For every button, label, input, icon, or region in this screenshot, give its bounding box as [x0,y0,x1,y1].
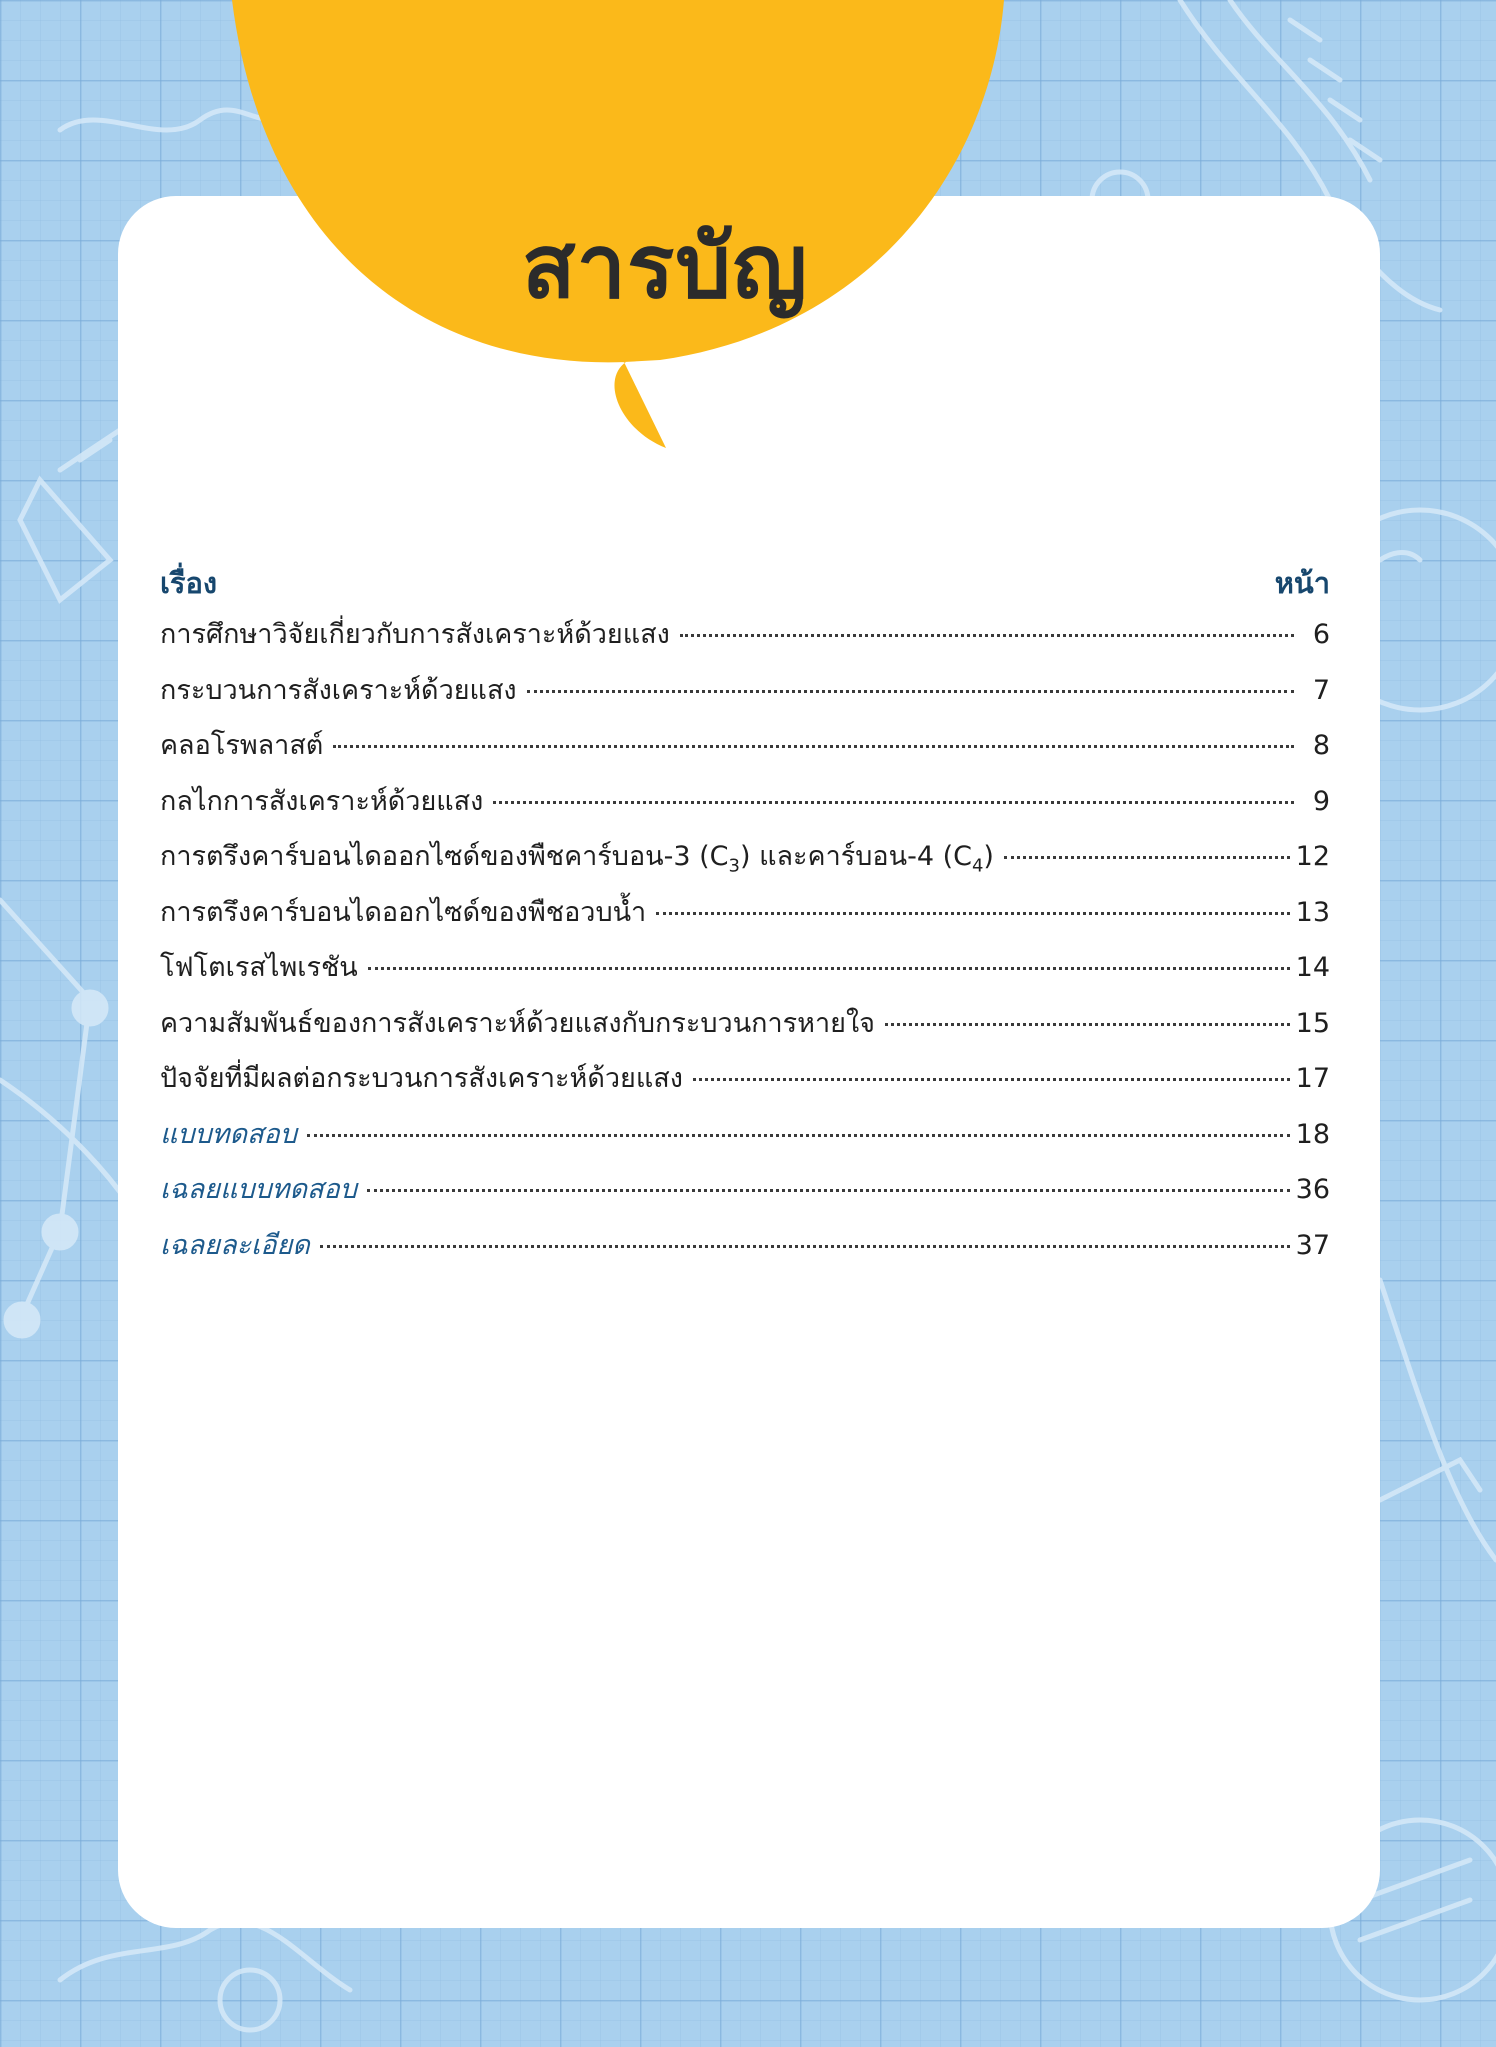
table-of-contents [160,560,1330,1278]
subscript-3: 3 [728,855,740,877]
toc-entry-label: คลอโรพลาสต์ [160,730,324,761]
dot-leader [1004,856,1290,859]
toc-entry-label: เฉลยละเอียด [160,1229,310,1261]
toc-entry-page: 7 [1312,674,1330,706]
toc-entry[interactable] [160,834,1330,890]
toc-entry-detailed-answers[interactable] [160,1223,1330,1279]
label-part: ) และคาร์บอน-4 (C [739,841,972,872]
toc-entry-page: 36 [1295,1174,1330,1205]
toc-entry[interactable] [160,723,1330,779]
toc-entry-label: กลไกการสังเคราะห์ด้วยแสง [160,785,484,817]
toc-entry-page: 37 [1295,1229,1330,1261]
toc-entry-label: แบบทดสอบ [160,1118,297,1150]
toc-entry-label: การศึกษาวิจัยเกี่ยวกับการสังเคราะห์ด้วยแสง [160,619,670,650]
toc-entry-page: 15 [1295,1007,1330,1039]
toc-entry-page: 17 [1295,1063,1330,1094]
toc-entry-label: เฉลยแบบทดสอบ [160,1174,357,1205]
dot-leader [333,745,1294,748]
subscript-4: 4 [971,855,984,877]
toc-entry-answers[interactable] [160,1167,1330,1223]
toc-entry[interactable] [160,612,1330,668]
toc-entry[interactable] [160,945,1330,1001]
toc-entry-label: การตรึงคาร์บอนไดออกไซด์ของพืชอวบน้ำ [160,896,647,928]
toc-entry-label: ความสัมพันธ์ของการสังเคราะห์ด้วยแสงกับกระบวนการหายใจ [160,1007,875,1039]
toc-entry-label [160,834,994,877]
dot-leader [527,690,1294,693]
toc-entry[interactable] [160,1056,1330,1112]
toc-entry[interactable] [160,890,1330,946]
toc-entry-label: กระบวนการสังเคราะห์ด้วยแสง [160,674,517,706]
dot-leader [693,1078,1290,1081]
label-part: การตรึงคาร์บอนไดออกไซด์ของพืชคาร์บอน-3 (C [160,841,729,872]
page-title: สารบัญ [521,215,809,318]
dot-leader [307,1134,1290,1137]
toc-entry-page: 13 [1295,896,1330,928]
toc-entry-page: 12 [1295,841,1330,872]
toc-entry-page: 6 [1312,619,1330,650]
dot-leader [656,912,1289,915]
dot-leader [885,1023,1290,1026]
toc-entry-page: 14 [1295,952,1330,983]
toc-entry-page: 18 [1295,1118,1330,1150]
toc-entry[interactable] [160,779,1330,835]
dot-leader [367,1189,1290,1192]
page-column-header: หน้า [1274,566,1330,600]
toc-entry-label: โฟโตเรสไพเรชัน [160,952,358,983]
dot-leader [368,967,1290,970]
toc-entry[interactable] [160,1001,1330,1057]
label-part: ) [983,841,994,872]
toc-entry[interactable] [160,668,1330,724]
toc-entry-page: 8 [1312,730,1330,761]
toc-entry-quiz[interactable] [160,1112,1330,1168]
dot-leader [493,801,1294,804]
toc-entry-label: ปัจจัยที่มีผลต่อกระบวนการสังเคราะห์ด้วยแสง [160,1063,683,1094]
dot-leader [320,1245,1290,1248]
toc-header [160,560,1330,612]
dot-leader [680,634,1294,637]
toc-entry-page: 9 [1312,785,1330,817]
topic-column-header: เรื่อง [160,566,218,600]
